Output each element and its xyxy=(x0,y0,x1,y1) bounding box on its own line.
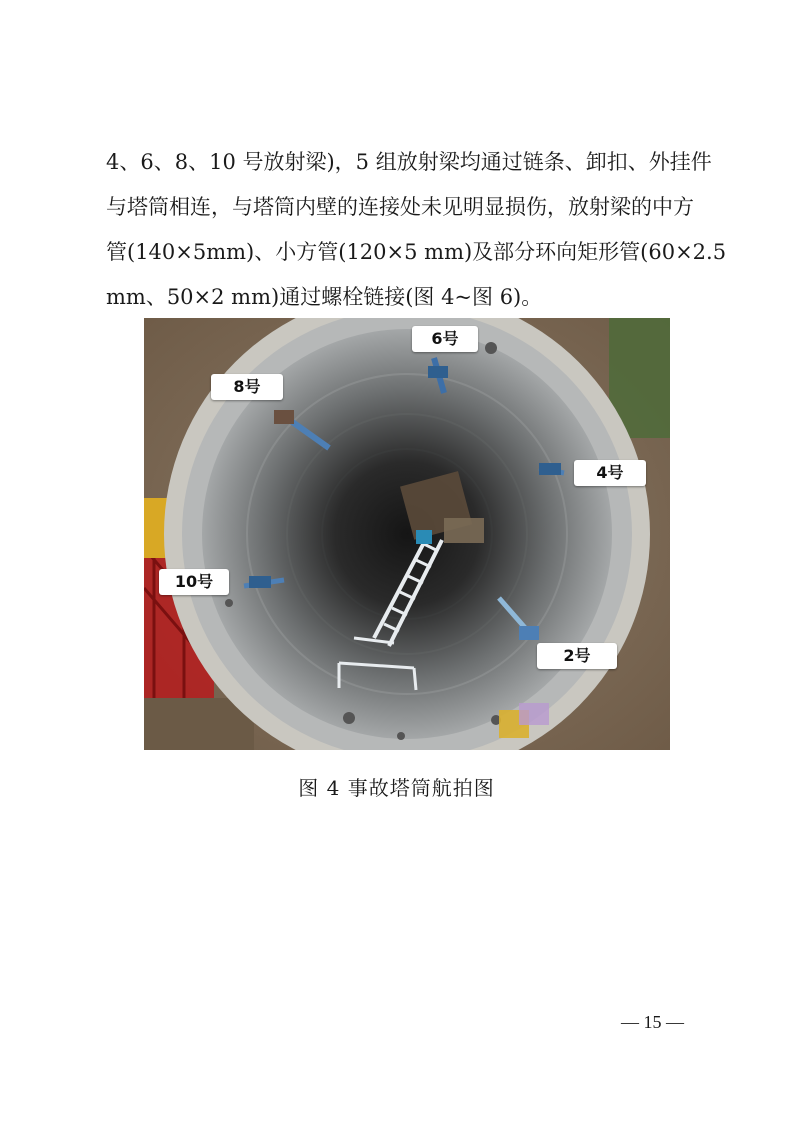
beam-6-bracket xyxy=(428,366,448,378)
beam-label-2: 2号 xyxy=(537,643,617,669)
paragraph-line: 4、6、8、10 号放射梁)，5 组放射梁均通过链条、卸扣、外挂件 xyxy=(106,150,712,174)
beam-4-bracket xyxy=(539,463,561,475)
beam-8-bracket xyxy=(274,410,294,424)
beam-10-bracket xyxy=(249,576,271,588)
figure-caption: 图 4 事故塔筒航拍图 xyxy=(298,776,495,800)
paragraph-line: mm、50×2 mm)通过螺栓链接(图 4~图 6)。 xyxy=(106,285,543,309)
beam-label-6: 6号 xyxy=(412,326,478,352)
beam-label-10: 10号 xyxy=(159,569,229,595)
aerial-tower-photo xyxy=(144,318,670,750)
body-paragraph xyxy=(106,140,727,320)
beam-2-bracket xyxy=(519,626,539,640)
beam-label-8: 8号 xyxy=(211,374,283,400)
paragraph-line: 管(140×5mm)、小方管(120×5 mm)及部分环向矩形管(60×2.5 xyxy=(106,240,727,264)
beam-label-4: 4号 xyxy=(574,460,646,486)
paragraph-line: 与塔筒相连，与塔筒内壁的连接处未见明显损伤，放射梁的中方 xyxy=(106,195,694,219)
page-number: — 15 — xyxy=(621,1012,684,1032)
